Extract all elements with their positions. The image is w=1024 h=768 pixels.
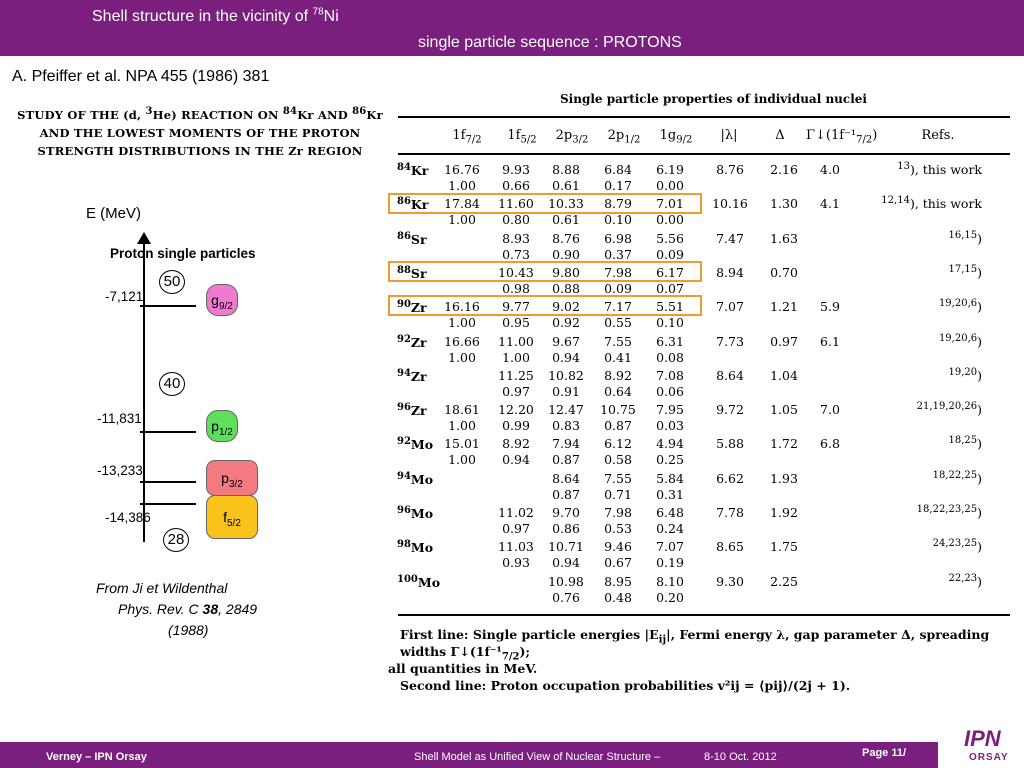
table-cell: 0.61 <box>552 178 580 193</box>
table-cell: 0.58 <box>604 452 632 467</box>
footer-author: Verney – IPN Orsay <box>46 751 147 763</box>
table-cell: 10.82 <box>548 368 584 383</box>
table-cell-refs: $^{16,15}$) <box>948 229 982 246</box>
table-cell: 0.09 <box>656 247 684 262</box>
table-cell: 0.97 <box>502 384 530 399</box>
table-cell: 10.98 <box>548 574 584 589</box>
table-cell: 8.95 <box>604 574 632 589</box>
table-cell: 1.00 <box>448 418 476 433</box>
paper-title: STUDY OF THE (d, 3He) REACTION ON 84Kr AND 86Kr AND THE LOWEST MOMENTS OF THE PROTON STRENGTH DISTRIBUTIONS IN THE Zr REGION <box>17 106 383 158</box>
table-bottom-rule <box>398 614 1010 616</box>
table-cell: 15.01 <box>444 436 480 451</box>
table-cell: 0.08 <box>656 350 684 365</box>
table-cell: 7.55 <box>604 334 632 349</box>
table-cell-delta: 1.93 <box>770 471 798 486</box>
table-cell-lam: 7.73 <box>716 334 744 349</box>
table-row-nucleus: $^{96}$Zr <box>397 401 427 418</box>
table-cell: 0.83 <box>552 418 580 433</box>
table-cell-lam: 7.78 <box>716 505 744 520</box>
page-number: Page 11/ <box>862 747 907 759</box>
table-cell: 0.00 <box>656 178 684 193</box>
table-cell: 0.41 <box>604 350 632 365</box>
table-cell: 9.80 <box>552 265 580 280</box>
level-line-p12 <box>140 431 196 433</box>
table-cell: 0.61 <box>552 212 580 227</box>
table-cell: 16.16 <box>444 299 480 314</box>
table-cell: 9.02 <box>552 299 580 314</box>
table-cell-gamma: 7.0 <box>820 402 840 417</box>
table-cell: 7.01 <box>656 196 684 211</box>
table-cell-refs: $^{19,20,6}$) <box>938 332 982 349</box>
table-cell: 0.99 <box>502 418 530 433</box>
table-cell: 7.95 <box>656 402 684 417</box>
table-cell: 0.20 <box>656 590 684 605</box>
table-cell: 0.48 <box>604 590 632 605</box>
table-row-nucleus: $^{90}$Zr <box>397 298 427 315</box>
table-cell: 1.00 <box>448 178 476 193</box>
table-caption: Single particle properties of individual nuclei <box>560 92 867 106</box>
table-cell-refs: $^{18,22,25}$) <box>932 469 982 486</box>
table-cell: 7.08 <box>656 368 684 383</box>
table-cell: 0.94 <box>552 555 580 570</box>
table-cell-delta: 1.30 <box>770 196 798 211</box>
table-top-rule <box>398 116 1010 118</box>
table-cell: 8.64 <box>552 471 580 486</box>
table-cell: 0.71 <box>604 487 632 502</box>
table-cell-delta: 1.21 <box>770 299 798 314</box>
table-cell: 0.37 <box>604 247 632 262</box>
table-cell: 7.94 <box>552 436 580 451</box>
table-cell: 10.43 <box>498 265 534 280</box>
table-cell: 0.19 <box>656 555 684 570</box>
table-cell: 0.87 <box>552 487 580 502</box>
table-row-nucleus: $^{94}$Mo <box>397 470 434 487</box>
table-cell-delta: 2.16 <box>770 162 798 177</box>
table-cell: 7.55 <box>604 471 632 486</box>
table-cell: 0.87 <box>552 452 580 467</box>
table-cell-refs: $^{17,15}$) <box>948 263 982 280</box>
table-cell: 0.10 <box>604 212 632 227</box>
table-cell: 9.77 <box>502 299 530 314</box>
footer-event: Shell Model as Unified View of Nuclear Structure – <box>414 751 661 763</box>
table-cell: 9.46 <box>604 539 632 554</box>
table-header-8: Refs. <box>921 128 955 143</box>
table-cell-lam: 9.30 <box>716 574 744 589</box>
table-cell: 0.98 <box>502 281 530 296</box>
table-cell-refs: $^{19,20}$) <box>948 366 982 383</box>
table-cell: 8.92 <box>502 436 530 451</box>
table-cell: 1.00 <box>502 350 530 365</box>
table-cell: 0.76 <box>552 590 580 605</box>
table-cell: 5.51 <box>656 299 684 314</box>
table-cell: 0.87 <box>604 418 632 433</box>
table-cell: 4.94 <box>656 436 684 451</box>
table-cell: 6.19 <box>656 162 684 177</box>
table-header-3: $2p_{1/2}$ <box>607 128 641 146</box>
table-cell-refs: $^{18,22,23,25}$) <box>916 503 982 520</box>
table-cell-delta: 1.72 <box>770 436 798 451</box>
table-cell-delta: 0.97 <box>770 334 798 349</box>
orbital-p12: $p_{1/2}$ <box>206 410 238 442</box>
slide-header <box>0 0 1024 56</box>
table-cell: 0.73 <box>502 247 530 262</box>
table-cell-delta: 1.63 <box>770 231 798 246</box>
table-cell: 12.47 <box>548 402 584 417</box>
table-cell-lam: 9.72 <box>716 402 744 417</box>
table-cell: 0.94 <box>552 350 580 365</box>
table-cell: 1.00 <box>448 315 476 330</box>
table-cell: 7.98 <box>604 265 632 280</box>
table-cell: 18.61 <box>444 402 480 417</box>
table-cell: 8.76 <box>552 231 580 246</box>
table-cell: 6.98 <box>604 231 632 246</box>
table-header-6: Δ <box>775 128 785 143</box>
highlight-86kr <box>388 193 702 214</box>
table-cell: 12.20 <box>498 402 534 417</box>
level-line-p32 <box>140 481 196 483</box>
table-cell: 0.66 <box>502 178 530 193</box>
table-row-nucleus: $^{100}$Mo <box>397 573 441 590</box>
table-cell-delta: 1.05 <box>770 402 798 417</box>
table-cell: 0.92 <box>552 315 580 330</box>
table-cell: 8.79 <box>604 196 632 211</box>
table-cell: 0.90 <box>552 247 580 262</box>
table-row-nucleus: $^{88}$Sr <box>397 264 427 281</box>
magic-number-28: 28 <box>163 528 189 552</box>
table-cell: 17.84 <box>444 196 480 211</box>
table-cell: 7.98 <box>604 505 632 520</box>
table-cell: 0.64 <box>604 384 632 399</box>
slide-title: Shell structure in the vicinity of $^{78}$Ni <box>92 6 339 25</box>
table-cell: 6.12 <box>604 436 632 451</box>
orbital-f52: $f_{5/2}$ <box>206 495 258 539</box>
table-cell: 7.07 <box>656 539 684 554</box>
table-cell: 16.66 <box>444 334 480 349</box>
table-cell: 0.91 <box>552 384 580 399</box>
energy-label-g92: -7,121 <box>105 289 144 304</box>
table-cell-gamma: 5.9 <box>820 299 840 314</box>
table-cell: 11.25 <box>498 368 534 383</box>
level-line-g92 <box>140 305 196 307</box>
table-row-nucleus: $^{86}$Kr <box>397 195 429 212</box>
energy-axis-label: E (MeV) <box>86 205 142 222</box>
reference-citation: A. Pfeiffer et al. NPA 455 (1986) 381 <box>12 68 270 85</box>
level-line-f52 <box>140 503 196 505</box>
orbital-g92: $g_{9/2}$ <box>206 284 238 316</box>
table-header-2: $2p_{3/2}$ <box>555 128 589 146</box>
table-cell-lam: 5.88 <box>716 436 744 451</box>
logo-text: IPN <box>964 726 1001 751</box>
table-cell-delta: 0.70 <box>770 265 798 280</box>
table-cell-delta: 1.92 <box>770 505 798 520</box>
table-cell: 0.25 <box>656 452 684 467</box>
theory-citation: From Ji et Wildenthal Phys. Rev. C 38, 2849 (1988) <box>96 580 258 638</box>
table-cell-lam: 7.47 <box>716 231 744 246</box>
table-footnote: First line: Single particle energies $|E_{ij}|$, Fermi energy λ, gap parameter Δ, spreading widths $\Gamma↓(1f^{-1}_{7/2})$; all quantities in MeV. Second line: Proton occupation probabilities v²ij = ⟨pij⟩/(2j + 1). <box>388 627 990 693</box>
table-header-1: $1f_{5/2}$ <box>507 128 537 146</box>
table-cell-delta: 1.04 <box>770 368 798 383</box>
table-header-4: $1g_{9/2}$ <box>659 128 693 146</box>
table-cell-gamma: 6.1 <box>820 334 840 349</box>
table-cell-lam: 8.65 <box>716 539 744 554</box>
highlight-88sr <box>388 261 702 282</box>
table-cell: 9.70 <box>552 505 580 520</box>
table-row-nucleus: $^{86}$Sr <box>397 230 427 247</box>
table-row-nucleus: $^{92}$Zr <box>397 333 427 350</box>
table-cell: 6.48 <box>656 505 684 520</box>
table-cell-refs: $^{12,14}$), this work <box>881 194 982 211</box>
magic-number-50: 50 <box>159 270 185 294</box>
table-row-nucleus: $^{94}$Zr <box>397 367 427 384</box>
table-cell: 1.00 <box>448 350 476 365</box>
energy-label-p12: -11,831 <box>97 411 142 426</box>
table-cell-lam: 8.94 <box>716 265 744 280</box>
table-cell: 11.60 <box>498 196 534 211</box>
table-cell: 9.67 <box>552 334 580 349</box>
table-cell: 0.31 <box>656 487 684 502</box>
table-cell-lam: 8.76 <box>716 162 744 177</box>
table-cell: 0.97 <box>502 521 530 536</box>
table-header-7: $\Gamma↓(1f^{-1}_{7/2})$ <box>806 128 878 146</box>
table-cell: 10.33 <box>548 196 584 211</box>
table-cell: 0.17 <box>604 178 632 193</box>
table-cell: 0.93 <box>502 555 530 570</box>
table-row-nucleus: $^{96}$Mo <box>397 504 434 521</box>
table-cell: 10.71 <box>548 539 584 554</box>
table-cell: 8.93 <box>502 231 530 246</box>
table-row-nucleus: $^{98}$Mo <box>397 538 434 555</box>
table-cell: 0.09 <box>604 281 632 296</box>
table-cell: 16.76 <box>444 162 480 177</box>
table-cell: 0.55 <box>604 315 632 330</box>
table-row-nucleus: $^{84}$Kr <box>397 161 429 178</box>
table-cell-refs: $^{24,23,25}$) <box>932 537 982 554</box>
orbital-p32: $p_{3/2}$ <box>206 460 258 496</box>
table-cell: 8.92 <box>604 368 632 383</box>
table-row-nucleus: $^{92}$Mo <box>397 435 434 452</box>
energy-axis <box>143 242 145 542</box>
table-cell-refs: $^{19,20,6}$) <box>938 297 982 314</box>
highlight-90zr <box>388 295 702 316</box>
table-cell-lam: 8.64 <box>716 368 744 383</box>
table-cell: 0.24 <box>656 521 684 536</box>
table-cell: 6.84 <box>604 162 632 177</box>
table-cell-gamma: 4.0 <box>820 162 840 177</box>
table-cell: 7.17 <box>604 299 632 314</box>
table-cell: 11.00 <box>498 334 534 349</box>
table-cell-refs: $^{18,25}$) <box>948 434 982 451</box>
energy-label-p32: -13,233 <box>97 463 143 478</box>
table-cell-refs: $^{22,23}$) <box>948 572 982 589</box>
table-cell: 0.10 <box>656 315 684 330</box>
table-cell: 0.86 <box>552 521 580 536</box>
table-cell: 0.67 <box>604 555 632 570</box>
table-header-rule <box>398 153 1010 155</box>
table-cell-gamma: 6.8 <box>820 436 840 451</box>
table-cell: 0.95 <box>502 315 530 330</box>
table-cell: 11.03 <box>498 539 534 554</box>
table-cell: 0.94 <box>502 452 530 467</box>
table-cell-lam: 10.16 <box>712 196 748 211</box>
slide-subtitle: single particle sequence : PROTONS <box>418 34 682 51</box>
table-cell-lam: 6.62 <box>716 471 744 486</box>
table-cell: 0.00 <box>656 212 684 227</box>
table-cell: 11.02 <box>498 505 534 520</box>
table-cell: 0.07 <box>656 281 684 296</box>
table-cell-refs: $^{13}$), this work <box>897 160 982 177</box>
table-cell-gamma: 4.1 <box>820 196 840 211</box>
table-cell: 0.80 <box>502 212 530 227</box>
energy-label-f52: -14,386 <box>105 510 151 525</box>
table-cell-delta: 2.25 <box>770 574 798 589</box>
table-cell: 5.56 <box>656 231 684 246</box>
table-cell: 1.00 <box>448 212 476 227</box>
table-cell: 0.88 <box>552 281 580 296</box>
table-cell: 8.88 <box>552 162 580 177</box>
table-cell: 8.10 <box>656 574 684 589</box>
table-cell: 6.17 <box>656 265 684 280</box>
table-cell: 9.93 <box>502 162 530 177</box>
table-cell: 0.03 <box>656 418 684 433</box>
table-cell: 1.00 <box>448 452 476 467</box>
table-header-0: $1f_{7/2}$ <box>452 128 482 146</box>
table-cell: 6.31 <box>656 334 684 349</box>
footer-date: 8-10 Oct. 2012 <box>704 751 777 763</box>
table-cell-refs: $^{21,19,20,26}$) <box>916 400 982 417</box>
table-cell: 0.53 <box>604 521 632 536</box>
scheme-title: Proton single particles <box>110 246 256 261</box>
table-header-5: |λ| <box>720 128 738 143</box>
table-cell-lam: 7.07 <box>716 299 744 314</box>
table-cell: 0.06 <box>656 384 684 399</box>
table-cell: 10.75 <box>600 402 636 417</box>
magic-number-40: 40 <box>159 372 185 396</box>
table-cell: 5.84 <box>656 471 684 486</box>
logo-subtext: ORSAY <box>969 752 1009 763</box>
table-cell-delta: 1.75 <box>770 539 798 554</box>
